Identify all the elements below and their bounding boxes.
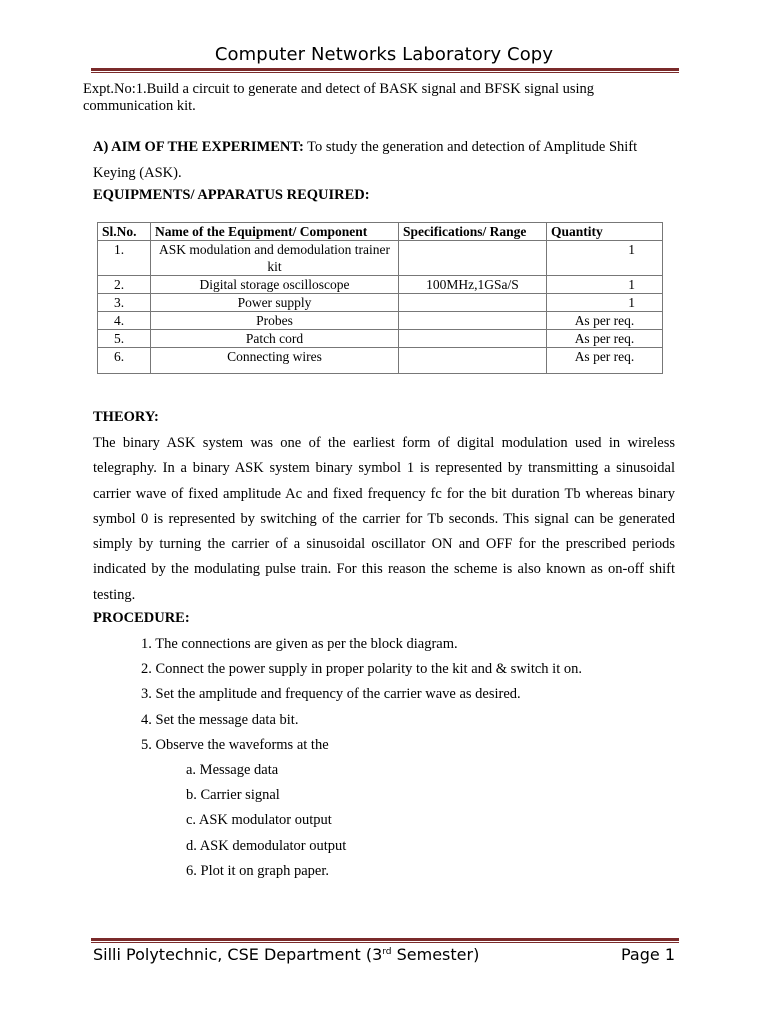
list-item: 4. Set the message data bit. (141, 711, 299, 728)
table-cell: Patch cord (151, 330, 399, 348)
table-row (98, 276, 663, 294)
table-row (98, 330, 663, 348)
table-header-row (98, 223, 663, 241)
table-cell: As per req. (547, 330, 663, 348)
list-item: b. Carrier signal (186, 787, 280, 804)
table-cell: As per req. (547, 312, 663, 330)
table-cell (399, 241, 547, 276)
list-item: c. ASK modulator output (186, 812, 332, 829)
column-header: Name of the Equipment/ Component (151, 223, 399, 241)
table-cell: As per req. (547, 348, 663, 374)
table-cell (399, 348, 547, 374)
aim-label: A) AIM OF THE EXPERIMENT: (93, 139, 304, 155)
table-row (98, 241, 663, 276)
theory-heading: THEORY: (93, 409, 159, 425)
table-cell: 100MHz,1GSa/S (399, 276, 547, 294)
list-item: a. Message data (186, 762, 279, 778)
list-item: d. ASK demodulator output (186, 837, 347, 854)
aim-paragraph (93, 134, 683, 186)
table-cell (399, 330, 547, 348)
table-row (98, 312, 663, 330)
table-cell: 4. (98, 312, 151, 330)
table-cell: 6. (98, 348, 151, 374)
list-item: 6. Plot it on graph paper. (186, 862, 329, 879)
table-cell: Connecting wires (151, 348, 399, 374)
aim-text: To study the generation and detection of Amplitude Shift Keying (ASK). (93, 139, 638, 181)
table-cell: 5. (98, 330, 151, 348)
page-header-title: Computer Networks Laboratory Copy (214, 44, 554, 65)
header-divider (91, 68, 679, 73)
footer-institution (93, 945, 479, 964)
procedure-steps (141, 632, 582, 758)
theory-paragraph: The binary ASK system was one of the earliest form of digital modulation used in wireless telegraphy. In a binary ASK system binary symbol 1 is represented by transmitting a sinusoidal carrier wave of fixed amplitude Ac and fixed frequency fc for the bit duration Tb whereas binary symbol 0 is represented by switching of the carrier for Tb seconds. This signal can be generated simply by turning the carrier of a sinusoidal oscillator ON and OFF for the prescribed periods indicated by the modulating pulse train. For this reason the scheme is also known as on-off shift testing. (93, 435, 675, 603)
table-row (98, 294, 663, 312)
procedure-substeps (186, 758, 346, 884)
table-cell: ASK modulation and demodulation trainer kit (151, 241, 399, 276)
table-cell: Digital storage oscilloscope (151, 276, 399, 294)
footer-text: Semester) (391, 945, 480, 964)
table-cell (399, 294, 547, 312)
column-header: Specifications/ Range (399, 223, 547, 241)
list-item: 5. Observe the waveforms at the (141, 736, 329, 753)
equipment-heading: EQUIPMENTS/ APPARATUS REQUIRED: (93, 187, 370, 203)
footer-ordinal: rd (382, 947, 392, 957)
table-cell: 2. (98, 276, 151, 294)
table-row (98, 348, 663, 374)
table-cell: 1. (98, 241, 151, 276)
list-item: 1. The connections are given as per the block diagram. (141, 636, 458, 652)
equipment-table (97, 222, 663, 374)
table-cell: 1 (547, 241, 663, 276)
table-cell: Probes (151, 312, 399, 330)
table-cell: 1 (547, 294, 663, 312)
experiment-title: Expt.No:1.Build a circuit to generate and detect of BASK signal and BFSK signal using communication kit. (83, 81, 595, 114)
column-header: Sl.No. (98, 223, 151, 241)
list-item: 3. Set the amplitude and frequency of the carrier wave as desired. (141, 686, 521, 703)
footer-divider (91, 938, 679, 943)
column-header: Quantity (547, 223, 663, 241)
table-cell (399, 312, 547, 330)
table-cell: 1 (547, 276, 663, 294)
table-cell: Power supply (151, 294, 399, 312)
table-cell: 3. (98, 294, 151, 312)
page-number: Page 1 (621, 945, 675, 964)
list-item: 2. Connect the power supply in proper polarity to the kit and & switch it on. (141, 661, 582, 678)
footer-text: Silli Polytechnic, CSE Department (3 (93, 945, 383, 964)
procedure-heading: PROCEDURE: (93, 610, 190, 626)
